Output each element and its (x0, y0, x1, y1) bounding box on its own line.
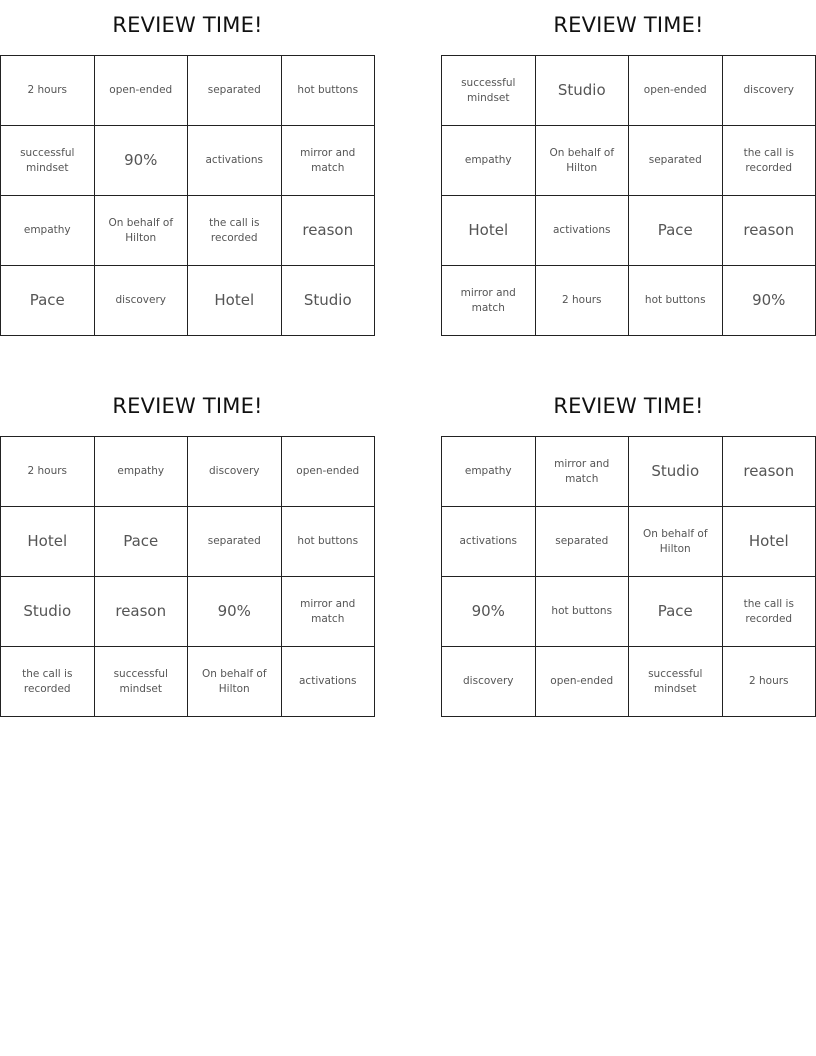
card-title: REVIEW TIME! (553, 13, 704, 37)
bingo-card (441, 394, 816, 717)
bingo-grid (0, 436, 375, 717)
bingo-cell: hot buttons (535, 577, 629, 647)
bingo-cell: 90% (188, 577, 282, 647)
bingo-cell: open-ended (281, 437, 375, 507)
bingo-cell: activations (188, 126, 282, 196)
bingo-cell: separated (188, 56, 282, 126)
card-title: REVIEW TIME! (112, 394, 263, 418)
bingo-cell: On behalf of Hilton (94, 196, 188, 266)
grid-row (442, 266, 816, 336)
card-title: REVIEW TIME! (553, 394, 704, 418)
bingo-cell: discovery (442, 647, 536, 717)
bingo-cell: empathy (442, 437, 536, 507)
bingo-cell: Hotel (1, 507, 95, 577)
grid-row (442, 126, 816, 196)
bingo-cell: hot buttons (281, 56, 375, 126)
bingo-cell: On behalf of Hilton (629, 507, 723, 577)
bingo-cell: 90% (442, 577, 536, 647)
grid-row (1, 196, 375, 266)
bingo-cell: the call is recorded (188, 196, 282, 266)
bingo-cell: Pace (94, 507, 188, 577)
bingo-cell: 2 hours (1, 437, 95, 507)
bingo-cell: discovery (188, 437, 282, 507)
bingo-cell: Studio (535, 56, 629, 126)
grid-row (442, 437, 816, 507)
bingo-cell: the call is recorded (1, 647, 95, 717)
bingo-cell: successful mindset (1, 126, 95, 196)
bingo-card (0, 394, 375, 717)
bingo-cell: reason (722, 196, 816, 266)
bingo-cell: separated (188, 507, 282, 577)
bingo-cell: 90% (94, 126, 188, 196)
bingo-cell: Pace (629, 577, 723, 647)
bingo-cell: mirror and match (281, 577, 375, 647)
card-title: REVIEW TIME! (112, 13, 263, 37)
bingo-cell: the call is recorded (722, 126, 816, 196)
bingo-cell: Hotel (188, 266, 282, 336)
grid-row (442, 196, 816, 266)
bingo-cell: Pace (629, 196, 723, 266)
bingo-card (441, 13, 816, 336)
bingo-cell: open-ended (94, 56, 188, 126)
bingo-cell: separated (535, 507, 629, 577)
bingo-cell: Studio (629, 437, 723, 507)
bingo-cell: activations (535, 196, 629, 266)
grid-row (1, 577, 375, 647)
grid-row (442, 56, 816, 126)
bingo-cell: reason (94, 577, 188, 647)
grid-row (1, 507, 375, 577)
bingo-cell: Studio (1, 577, 95, 647)
bingo-cell: discovery (94, 266, 188, 336)
bingo-cell: On behalf of Hilton (535, 126, 629, 196)
bingo-cell: hot buttons (629, 266, 723, 336)
grid-row (442, 577, 816, 647)
bingo-cell: separated (629, 126, 723, 196)
grid-row (1, 126, 375, 196)
bingo-cell: open-ended (535, 647, 629, 717)
bingo-cell: hot buttons (281, 507, 375, 577)
bingo-cell: reason (281, 196, 375, 266)
bingo-cell: discovery (722, 56, 816, 126)
bingo-cell: successful mindset (442, 56, 536, 126)
bingo-cell: the call is recorded (722, 577, 816, 647)
grid-row (442, 507, 816, 577)
bingo-cell: successful mindset (94, 647, 188, 717)
bingo-cell: mirror and match (535, 437, 629, 507)
bingo-cell: Hotel (442, 196, 536, 266)
bingo-cell: Pace (1, 266, 95, 336)
bingo-cell: 2 hours (722, 647, 816, 717)
bingo-cell: activations (442, 507, 536, 577)
grid-row (1, 437, 375, 507)
bingo-cell: activations (281, 647, 375, 717)
bingo-grid (0, 55, 375, 336)
bingo-cell: reason (722, 437, 816, 507)
bingo-cell: successful mindset (629, 647, 723, 717)
grid-row (1, 266, 375, 336)
bingo-cell: mirror and match (281, 126, 375, 196)
grid-row (1, 647, 375, 717)
bingo-cell: Studio (281, 266, 375, 336)
bingo-cell: 2 hours (1, 56, 95, 126)
grid-row (442, 647, 816, 717)
bingo-cell: On behalf of Hilton (188, 647, 282, 717)
bingo-cell: empathy (442, 126, 536, 196)
grid-row (1, 56, 375, 126)
bingo-cell: empathy (1, 196, 95, 266)
bingo-cell: open-ended (629, 56, 723, 126)
bingo-cell: 90% (722, 266, 816, 336)
bingo-card (0, 13, 375, 336)
bingo-cell: Hotel (722, 507, 816, 577)
bingo-cell: 2 hours (535, 266, 629, 336)
bingo-cell: mirror and match (442, 266, 536, 336)
bingo-grid (441, 436, 816, 717)
bingo-grid (441, 55, 816, 336)
bingo-cell: empathy (94, 437, 188, 507)
